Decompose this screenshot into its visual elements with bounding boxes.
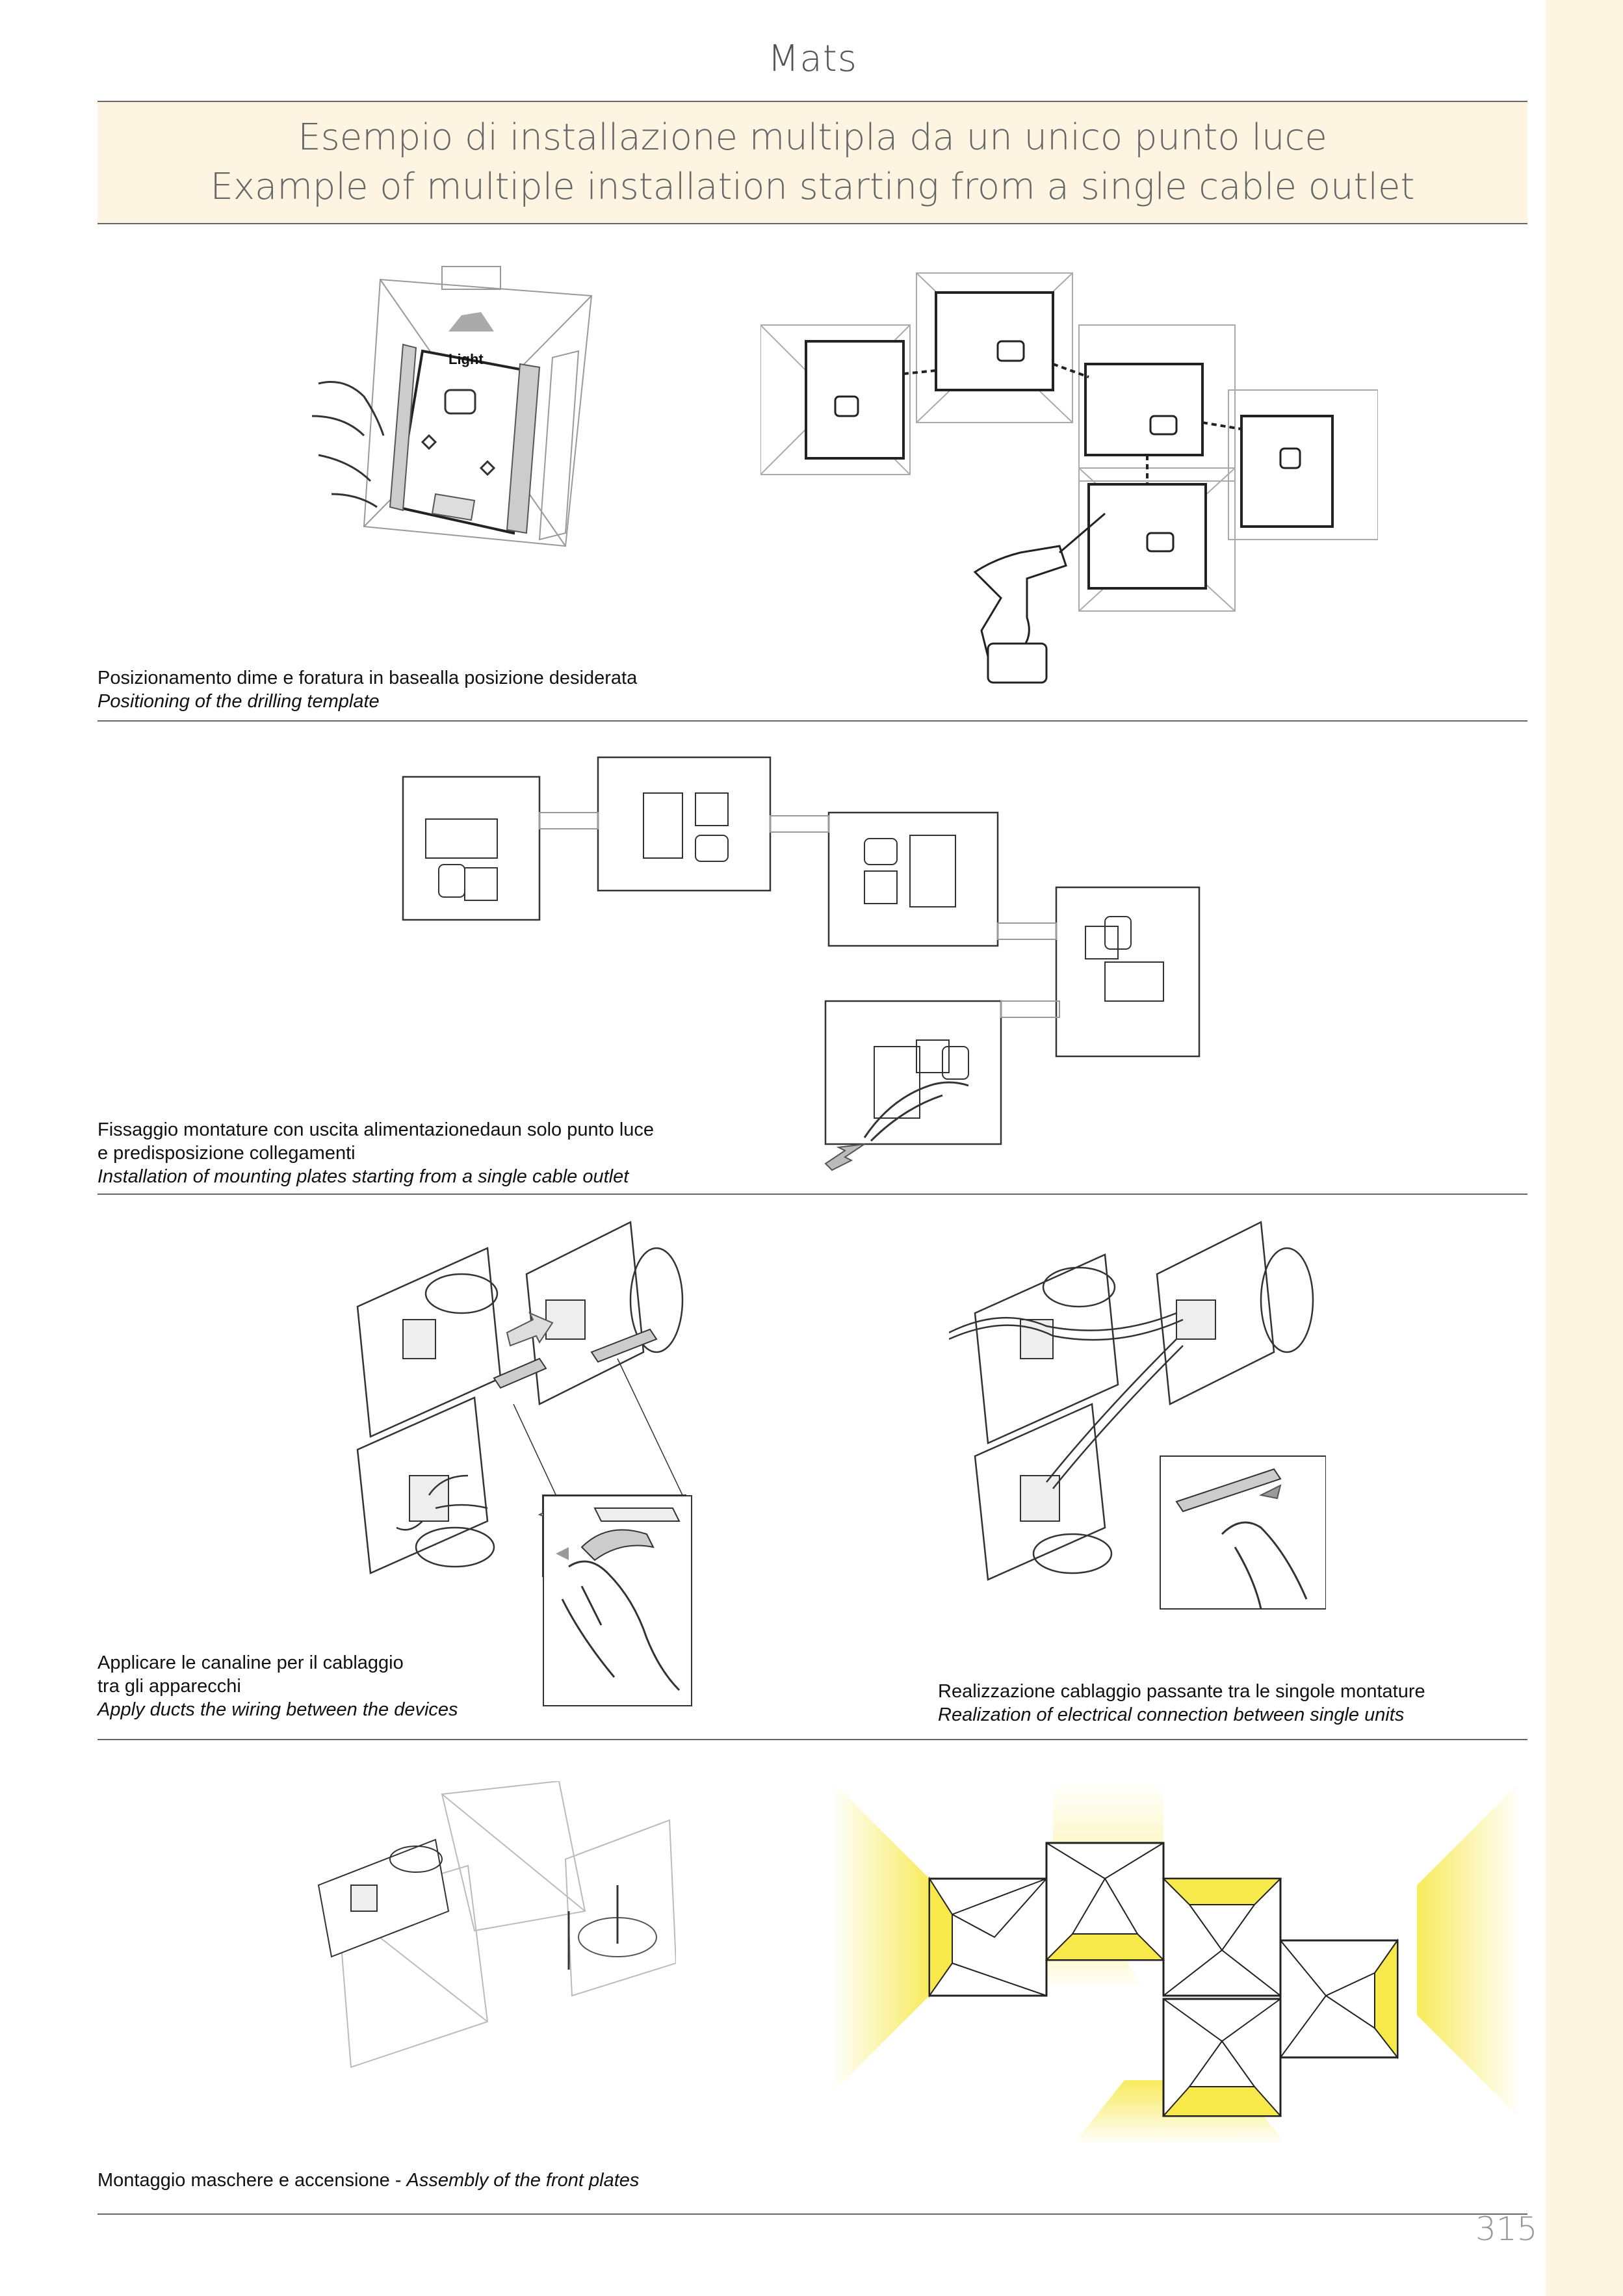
- caption-section-2: [97, 1118, 654, 1188]
- caption-section-4: [97, 2169, 639, 2192]
- divider: [97, 2213, 1527, 2215]
- caption-section-3-right: [938, 1680, 1425, 1727]
- side-strip: [1546, 0, 1623, 2296]
- divider: [97, 1194, 1527, 1195]
- title-italian: Esempio di installazione multipla da un unico punto luce: [298, 116, 1327, 159]
- drilling-template-figure: [305, 260, 630, 559]
- template-layout-drill-figure: [760, 267, 1378, 696]
- caption-italian-line-1: Applicare le canaline per il cablaggio: [97, 1652, 404, 1673]
- light-label: Light: [448, 351, 484, 367]
- caption-section-3-left: [97, 1651, 458, 1721]
- wiring-figure: [949, 1209, 1326, 1612]
- caption-section-1: [97, 666, 637, 713]
- front-plates-assembly-figure: [312, 1781, 676, 2132]
- caption-english: Installation of mounting plates starting from a single cable outlet: [97, 1166, 629, 1187]
- caption-italian-line-1: Fissaggio montature con uscita alimentazionedaun solo punto luce: [97, 1119, 655, 1140]
- caption-italian: Realizzazione cablaggio passante tra le singole montature: [938, 1681, 1425, 1702]
- caption-italian: Montaggio maschere e accensione -: [97, 2170, 407, 2191]
- title-english: Example of multiple installation starting from a single cable outlet: [210, 166, 1415, 208]
- title-banner: [97, 101, 1527, 224]
- divider: [97, 1739, 1527, 1740]
- caption-italian-line-2: e predisposizione collegamenti: [97, 1143, 356, 1164]
- caption-italian-line-2: tra gli apparecchi: [97, 1676, 241, 1697]
- illuminated-plates-figure: [832, 1781, 1521, 2145]
- divider: [97, 720, 1527, 722]
- caption-english: Realization of electrical connection between single units: [938, 1704, 1405, 1725]
- caption-italian: Posizionamento dime e foratura in basealla posizione desiderata: [97, 668, 638, 688]
- page-number: 315: [1475, 2210, 1538, 2248]
- caption-english: Apply ducts the wiring between the devices: [97, 1699, 458, 1720]
- brand-title: Mats: [768, 38, 857, 80]
- caption-english: Assembly of the front plates: [406, 2170, 640, 2191]
- hand-duct-detail: [543, 1495, 692, 1706]
- caption-english: Positioning of the drilling template: [97, 691, 380, 712]
